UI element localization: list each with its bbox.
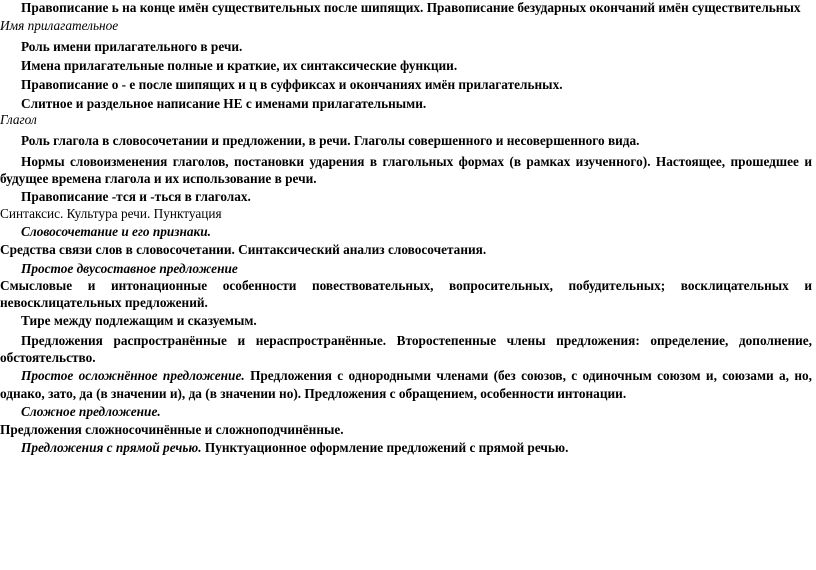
text-line-complicated-sentence [0,368,812,385]
text-line: Роль имени прилагательного в речи. [21,39,243,54]
text-line: Роль глагола в словосочетании и предложении, в речи. Глаголы совершенного и несовершенного вида. [21,133,640,148]
subsection-heading: Сложное предложение. [21,404,161,419]
text-line: Слитное и раздельное написание НЕ с именами прилагательными. [21,96,427,111]
text-line: однако, зато, да (в значении и), да (в значении но). Предложения с обращением, особенности интонации. [0,386,627,401]
text-line: невосклицательных предложений. [0,295,208,310]
text-line: Предложения сложносочинённые и сложноподчинённые. [0,422,344,437]
section-heading-syntax: Синтаксис. Культура речи. Пунктуация [0,206,222,221]
text-line-direct-speech [0,440,812,457]
text-line: Правописание -тся и -ться в глаголах. [21,189,251,204]
text-line: Средства связи слов в словосочетании. Синтаксический анализ словосочетания. [0,242,487,257]
text-line: обстоятельство. [0,350,96,365]
subsection-heading: Словосочетание и его признаки. [21,224,211,239]
text-line: Имена прилагательные полные и краткие, их синтаксические функции. [21,58,458,73]
text-line: Предложения с однородными членами (без союзов, с одиночным союзом и, союзами а, но, [250,368,813,383]
text-line: будущее времена глагола и их использование в речи. [0,171,317,186]
text-line-noun-spelling: Правописание ь на конце имён существительных после шипящих. Правописание безударных окончаний имён существительных [21,0,801,15]
section-heading-verb: Глагол [0,112,37,127]
text-line: Нормы словоизменения глаголов, постановки ударения в глагольных формах (в рамках изученного). Настоящее, прошедшее и [21,154,812,169]
text-line: Правописание о - е после шипящих и ц в суффиксах и окончаниях имён прилагательных. [21,77,563,92]
subsection-heading-inline: Простое осложнённое предложение. [21,368,245,383]
subsection-heading: Простое двусоставное предложение [21,261,238,276]
text-line: Смысловые и интонационные особенности повествовательных, вопросительных, побудительных; восклицательных и [0,278,812,293]
section-heading-adjective: Имя прилагательное [0,18,119,33]
text-line: Предложения распространённые и нераспространённые. Второстепенные члены предложения: определение, дополнение, [21,333,812,348]
subsection-heading-inline: Предложения с прямой речью. [21,440,202,455]
text-line: Тире между подлежащим и сказуемым. [21,313,257,328]
text-line: Пунктуационное оформление предложений с прямой речью. [204,440,569,455]
